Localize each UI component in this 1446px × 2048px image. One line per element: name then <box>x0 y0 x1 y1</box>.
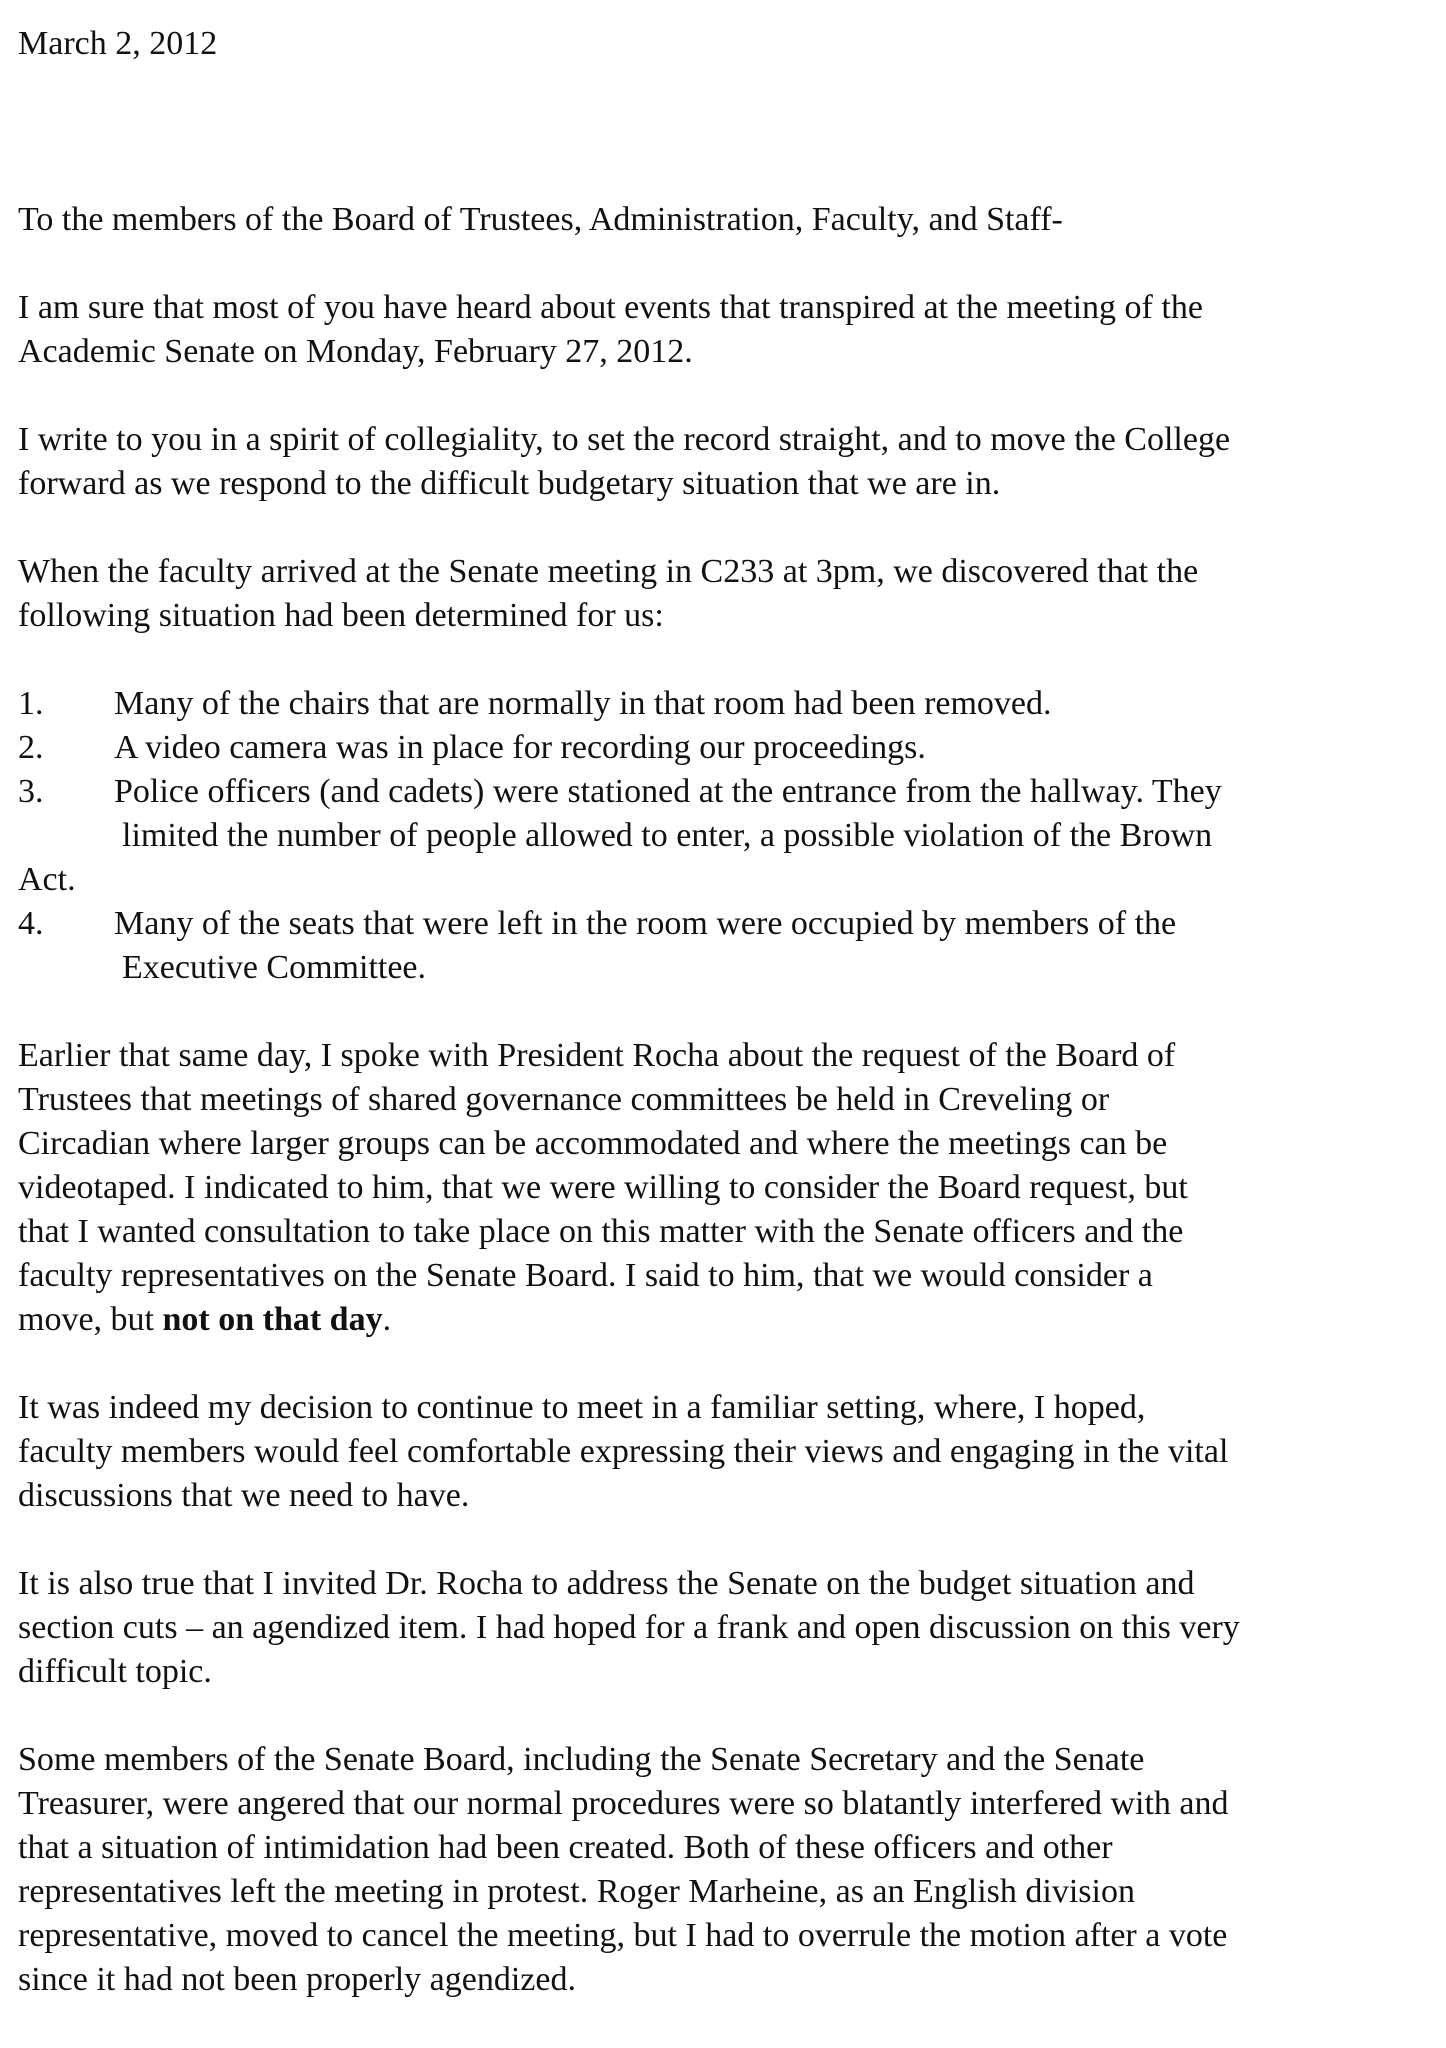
salutation: To the members of the Board of Trustees, Administration, Faculty, and Staff- <box>18 201 1063 238</box>
paragraph-4 <box>18 1034 1428 1342</box>
numbered-list <box>18 682 1428 990</box>
letter-page <box>18 22 1428 2002</box>
emphasis-text: not on that day <box>162 1301 383 1338</box>
paragraph-line: It was indeed my decision to continue to meet in a familiar setting, where, I hoped, <box>18 1389 1146 1426</box>
paragraph-3 <box>18 550 1428 638</box>
paragraph-line: I write to you in a spirit of collegiality, to set the record straight, and to move the College <box>18 421 1231 458</box>
list-text: Many of the chairs that are normally in that room had been removed. <box>114 685 1052 722</box>
paragraph-6 <box>18 1562 1428 1694</box>
paragraph-line: Academic Senate on Monday, February 27, 2012. <box>18 333 693 370</box>
paragraph-line: Treasurer, were angered that our normal procedures were so blatantly interfered with and <box>18 1785 1229 1822</box>
paragraph-line: following situation had been determined for us: <box>18 597 664 634</box>
paragraph-line: difficult topic. <box>18 1653 212 1690</box>
list-item <box>18 682 1428 726</box>
paragraph-line: It is also true that I invited Dr. Rocha to address the Senate on the budget situation and <box>18 1565 1195 1602</box>
paragraph-line: Circadian where larger groups can be accommodated and where the meetings can be <box>18 1125 1168 1162</box>
paragraph-line <box>18 1298 1428 1342</box>
list-number: 1. <box>18 685 44 722</box>
paragraph-line: that I wanted consultation to take place on this matter with the Senate officers and the <box>18 1213 1184 1250</box>
list-number: 4. <box>18 905 44 942</box>
letter-date: March 2, 2012 <box>18 25 218 62</box>
paragraph-line: discussions that we need to have. <box>18 1477 470 1514</box>
paragraph-5 <box>18 1386 1428 1518</box>
paragraph-line: I am sure that most of you have heard about events that transpired at the meeting of the <box>18 289 1203 326</box>
paragraph-line: videotaped. I indicated to him, that we were willing to consider the Board request, but <box>18 1169 1188 1206</box>
paragraph-line: representatives left the meeting in protest. Roger Marheine, as an English division <box>18 1873 1135 1910</box>
paragraph-text: move, but <box>18 1301 163 1338</box>
paragraph-text: . <box>382 1301 392 1338</box>
paragraph-line: section cuts – an agendized item. I had hoped for a frank and open discussion on this very <box>18 1609 1240 1646</box>
list-text-continued: limited the number of people allowed to enter, a possible violation of the Brown <box>122 817 1213 854</box>
list-item <box>18 902 1428 990</box>
list-text: Many of the seats that were left in the room were occupied by members of the <box>114 905 1177 942</box>
paragraph-2 <box>18 418 1428 506</box>
list-number: 2. <box>18 729 44 766</box>
paragraph-line: that a situation of intimidation had been created. Both of these officers and other <box>18 1829 1113 1866</box>
paragraph-1 <box>18 286 1428 374</box>
paragraph-line: When the faculty arrived at the Senate meeting in C233 at 3pm, we discovered that the <box>18 553 1199 590</box>
list-text-continued: Executive Committee. <box>122 949 427 986</box>
paragraph-line: Some members of the Senate Board, including the Senate Secretary and the Senate <box>18 1741 1145 1778</box>
list-item <box>18 770 1428 902</box>
paragraph-line: forward as we respond to the difficult budgetary situation that we are in. <box>18 465 1001 502</box>
paragraph-line: faculty members would feel comfortable expressing their views and engaging in the vital <box>18 1433 1229 1470</box>
paragraph-line: Trustees that meetings of shared governance committees be held in Creveling or <box>18 1081 1110 1118</box>
paragraph-line: faculty representatives on the Senate Board. I said to him, that we would consider a <box>18 1257 1153 1294</box>
list-item <box>18 726 1428 770</box>
list-text: Police officers (and cadets) were stationed at the entrance from the hallway. They <box>114 773 1222 810</box>
list-text-overflow: Act. <box>18 861 76 898</box>
list-number: 3. <box>18 773 44 810</box>
paragraph-line: since it had not been properly agendized. <box>18 1961 576 1998</box>
paragraph-line: representative, moved to cancel the meeting, but I had to overrule the motion after a vote <box>18 1917 1228 1954</box>
list-text: A video camera was in place for recording our proceedings. <box>114 729 926 766</box>
paragraph-7 <box>18 1738 1428 2002</box>
paragraph-line: Earlier that same day, I spoke with President Rocha about the request of the Board of <box>18 1037 1176 1074</box>
